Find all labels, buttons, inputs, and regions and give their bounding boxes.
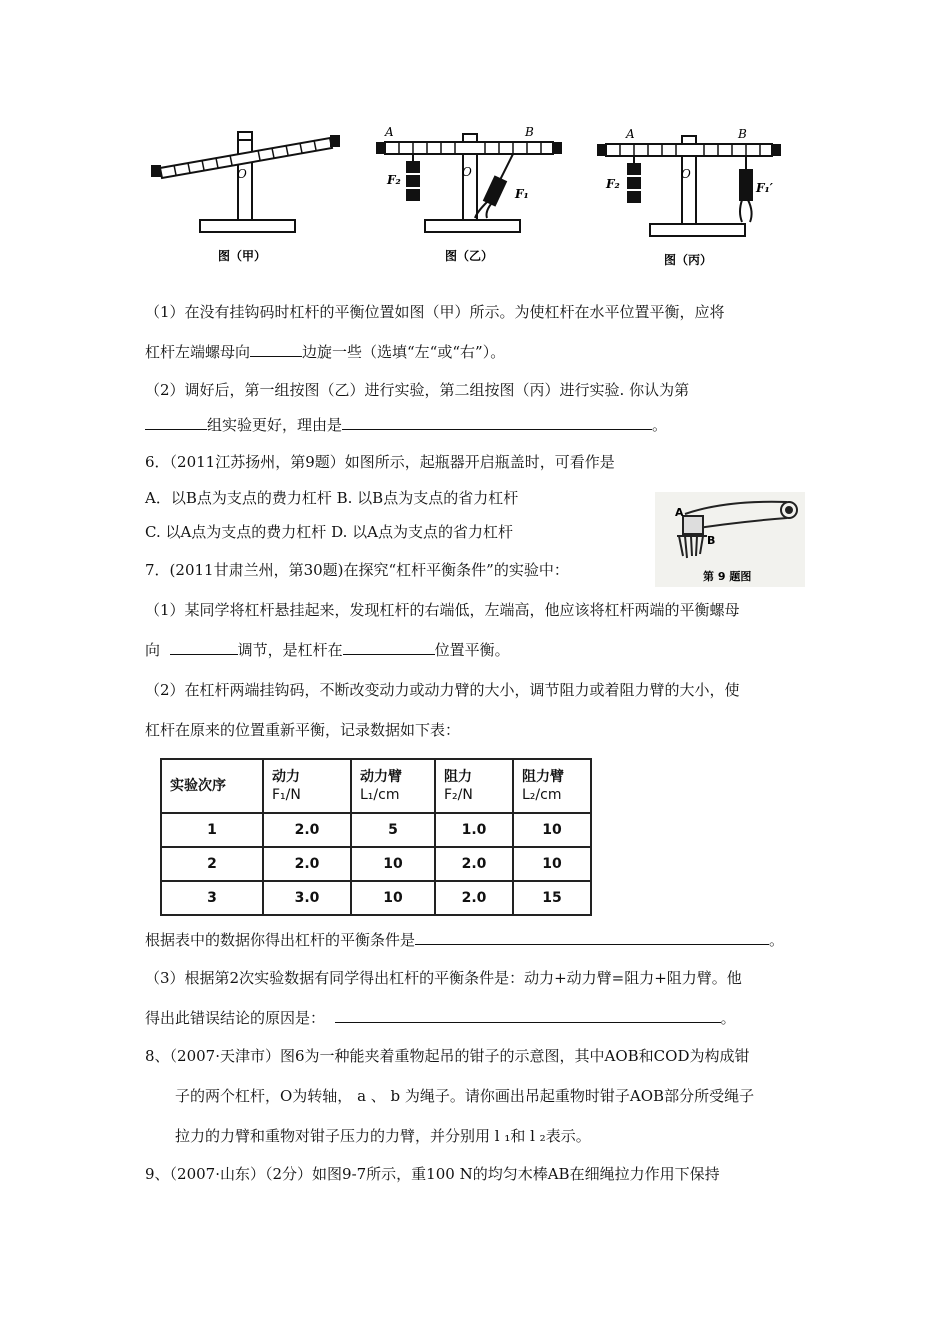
q7-blank-error-reason[interactable] [335,1008,721,1023]
q5-blank-reason[interactable] [342,415,652,430]
q5-part2-line2 [145,415,667,435]
table-cell: 1 [161,813,263,847]
experiment-data-table [160,758,592,916]
q7-conclusion-text-b: 。 [769,931,785,949]
caption-bing: 图（丙） [664,253,713,267]
q6-stem: 6．（2011江苏扬州，第9题）如图所示，起瓶器开启瓶盖时，可看作是 [145,453,615,471]
q7-conclusion-line [145,930,784,950]
q9-line1: 9、（2007·山东）（2分）如图9-7所示，重100 N的均匀木棒AB在细绳拉力作用下保持 [145,1165,720,1183]
q5-part1-line2 [145,342,505,362]
table-cell: 10 [351,847,435,881]
caption-yi: 图（乙） [445,249,494,263]
q7-part3-line1: （3）根据第2次实验数据有同学得出杠杆的平衡条件是：动力+动力臂=阻力+阻力臂。他 [145,969,742,987]
q8-line3: 拉力的力臂和重物对钳子压力的力臂，并分别用 l ₁和 l ₂表示。 [175,1127,591,1145]
fig9-label-b: B [707,534,716,547]
q7-part1-text-a: 向 [145,641,161,659]
header-l1: 动力臂 L₁/cm [351,759,435,813]
table-row [161,881,591,915]
q5-part1-text-b: 边旋一些（选填“左“或“右”）。 [302,343,506,361]
label-a-bing: A [626,127,635,141]
q8-line2: 子的两个杠杆，O为转轴， a 、 b 为绳子。请你画出吊起重物时钳子AOB部分所受绳子 [175,1087,755,1105]
table-cell: 10 [513,813,591,847]
q7-part3-line2 [145,1008,736,1028]
label-b-bing: B [738,127,747,141]
q7-stem: 7．(2011甘肃兰州，第30题)在探究“杠杆平衡条件”的实验中： [145,561,569,579]
label-f1-yi: F₁ [515,187,529,201]
figure-jia [140,120,350,270]
q7-part1-text-c: 位置平衡。 [434,641,510,659]
label-f2-yi: F₂ [387,173,401,187]
table-header-row [161,759,591,813]
q7-conclusion-text-a: 根据表中的数据你得出杠杆的平衡条件是 [145,931,416,949]
q7-part2-line2: 杠杆在原来的位置重新平衡，记录数据如下表： [145,721,461,739]
table-cell: 1.0 [435,813,513,847]
pivot-label-o-yi: O [462,165,472,179]
q8-line1: 8、（2007·天津市）图6为一种能夹着重物起吊的钳子的示意图，其中AOB和COD为构成钳 [145,1047,750,1065]
table-cell: 3 [161,881,263,915]
q7-part3-text-a: 得出此错误结论的原因是： [145,1009,326,1027]
q7-blank-condition[interactable] [415,930,769,945]
table-row [161,813,591,847]
bottle-opener-figure [655,492,805,587]
q5-part1-text-a: 杠杆左端螺母向 [145,343,251,361]
q7-part3-text-b: 。 [720,1009,736,1027]
fig9-caption: 第 9 题图 [703,570,752,583]
header-trial: 实验次序 [161,759,263,813]
fig9-label-a: A [675,506,684,519]
table-cell: 10 [351,881,435,915]
caption-jia: 图（甲） [218,249,267,263]
table-cell: 2.0 [263,847,351,881]
q7-part1-line1: （1）某同学将杠杆悬挂起来，发现杠杆的右端低，左端高，他应该将杠杆两端的平衡螺母 [145,601,740,619]
header-f1: 动力 F₁/N [263,759,351,813]
table-cell: 2.0 [263,813,351,847]
q7-part1-text-b: 调节，是杠杆在 [237,641,343,659]
table-cell: 15 [513,881,591,915]
table-cell: 2.0 [435,881,513,915]
q6-options-ab: A．以B点为支点的费力杠杆 B. 以B点为支点的省力杠杆 [145,489,519,507]
pivot-label-o-bing: O [681,167,691,181]
figure-yi [365,120,575,270]
q7-part1-line2 [145,640,510,660]
label-b-yi: B [525,125,534,139]
table-cell: 3.0 [263,881,351,915]
q5-part2-text-a: 组实验更好，理由是 [207,416,343,434]
q7-blank-direction[interactable] [170,640,238,655]
table-cell: 2.0 [435,847,513,881]
header-l2: 阻力臂 L₂/cm [513,759,591,813]
q5-blank-direction[interactable] [250,342,302,357]
q5-part2-line1: （2）调好后，第一组按图（乙）进行实验，第二组按图（丙）进行实验. 你认为第 [145,381,690,399]
q5-blank-group[interactable] [145,415,207,430]
label-f2-bing: F₂ [606,177,620,191]
q5-part2-text-b: 。 [652,416,668,434]
pivot-label-o: O [237,167,247,181]
label-a-yi: A [385,125,394,139]
table-cell: 5 [351,813,435,847]
q5-part1-line1: （1）在没有挂钩码时杠杆的平衡位置如图（甲）所示。为使杠杆在水平位置平衡，应将 [145,303,725,321]
table-cell: 2 [161,847,263,881]
table-row [161,847,591,881]
label-f1p-bing: F₁′ [756,181,773,195]
figure-bing [590,120,800,270]
table-cell: 10 [513,847,591,881]
q6-options-cd: C. 以A点为支点的费力杠杆 D. 以A点为支点的省力杠杆 [145,523,513,541]
lever-figures [140,120,800,270]
q7-blank-position[interactable] [343,640,435,655]
q7-part2-line1: （2）在杠杆两端挂钩码，不断改变动力或动力臂的大小，调节阻力或着阻力臂的大小，使 [145,681,740,699]
header-f2: 阻力 F₂/N [435,759,513,813]
